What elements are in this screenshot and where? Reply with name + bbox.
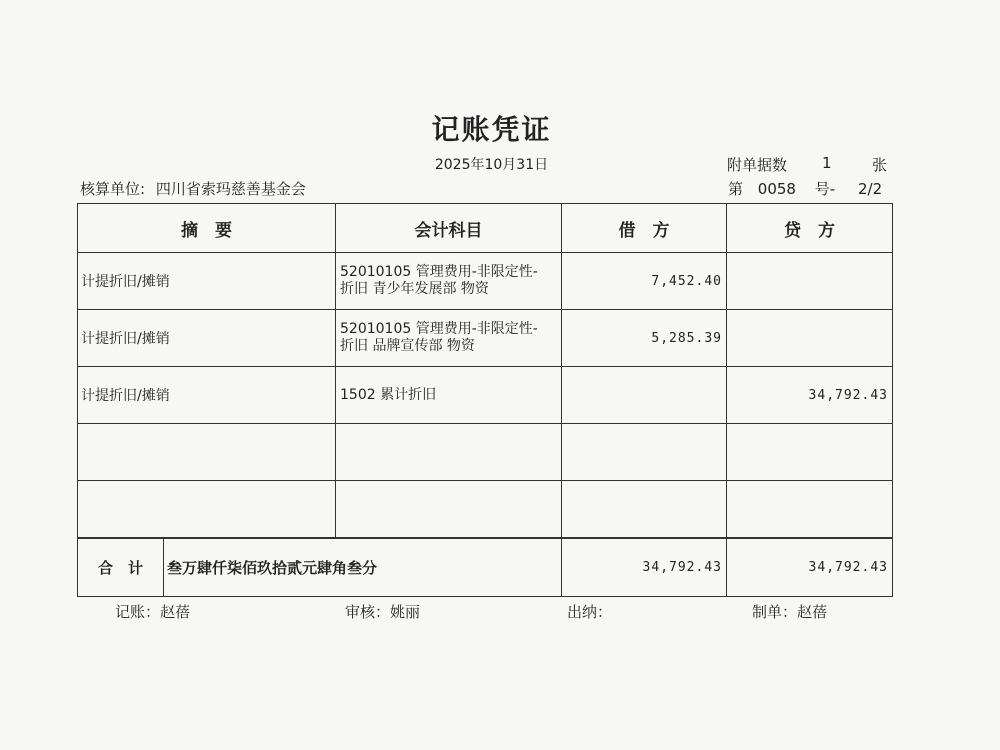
table-row	[78, 424, 893, 481]
row-summary	[78, 481, 336, 539]
total-amount-in-words: 叁万肆仟柒佰玖拾贰元肆角叁分	[164, 538, 562, 597]
total-row	[78, 538, 893, 597]
total-debit: 34,792.43	[562, 538, 727, 597]
row-credit	[727, 253, 893, 310]
row-subject-line2: 折旧 品牌宣传部 物资	[340, 338, 475, 354]
row-subject	[336, 253, 562, 310]
row-subject	[336, 310, 562, 367]
row-subject-line2: 折旧 青少年发展部 物资	[340, 281, 489, 297]
table-row	[78, 481, 893, 539]
row-credit	[727, 424, 893, 481]
header-summary: 摘 要	[78, 204, 336, 253]
header-row	[78, 204, 893, 253]
footer-reviewer: 审核：姚丽	[345, 603, 421, 621]
row-subject	[336, 424, 562, 481]
footer-bookkeeper: 记账：赵蓓	[115, 603, 191, 621]
table-row	[78, 310, 893, 367]
row-debit	[562, 424, 727, 481]
row-debit: 7,452.40	[562, 253, 727, 310]
voucher-number-value: 0058	[757, 180, 796, 198]
row-debit	[562, 481, 727, 539]
row-debit: 5,285.39	[562, 310, 727, 367]
header-subject: 会计科目	[336, 204, 562, 253]
voucher-date: 2025年10月31日	[434, 157, 549, 173]
total-credit: 34,792.43	[727, 538, 893, 597]
total-label: 合 计	[78, 538, 164, 597]
voucher-number-prefix: 第	[728, 180, 744, 198]
voucher-title: 记账凭证	[431, 113, 552, 146]
accounting-unit	[80, 178, 306, 199]
table-row	[78, 253, 893, 310]
row-credit	[727, 310, 893, 367]
header-debit: 借 方	[562, 204, 727, 253]
row-credit	[727, 481, 893, 539]
footer-preparer: 制单：赵蓓	[752, 603, 828, 621]
footer-cashier: 出纳：	[567, 603, 613, 621]
row-summary: 计提折旧/摊销	[78, 253, 336, 310]
voucher-page: 2/2	[857, 180, 883, 198]
row-debit	[562, 367, 727, 424]
table-row	[78, 367, 893, 424]
row-credit: 34,792.43	[727, 367, 893, 424]
attachment-unit: 张	[872, 156, 888, 174]
row-summary: 计提折旧/摊销	[78, 367, 336, 424]
attachment-label: 附单据数	[727, 156, 788, 174]
attachment-count: 1	[822, 154, 832, 172]
row-subject-line1: 52010105 管理费用-非限定性-	[340, 264, 538, 280]
row-summary: 计提折旧/摊销	[78, 310, 336, 367]
row-subject-line1: 52010105 管理费用-非限定性-	[340, 321, 538, 337]
header-credit: 贷 方	[727, 204, 893, 253]
voucher-number	[728, 178, 882, 199]
row-subject	[336, 367, 562, 424]
voucher-number-suffix: 号-	[814, 180, 836, 198]
accounting-unit-value: 四川省索玛慈善基金会	[155, 180, 306, 198]
row-subject	[336, 481, 562, 539]
row-subject-line1: 1502 累计折旧	[340, 386, 437, 403]
accounting-unit-label: 核算单位:	[80, 180, 146, 198]
voucher-table	[77, 203, 893, 597]
row-summary	[78, 424, 336, 481]
